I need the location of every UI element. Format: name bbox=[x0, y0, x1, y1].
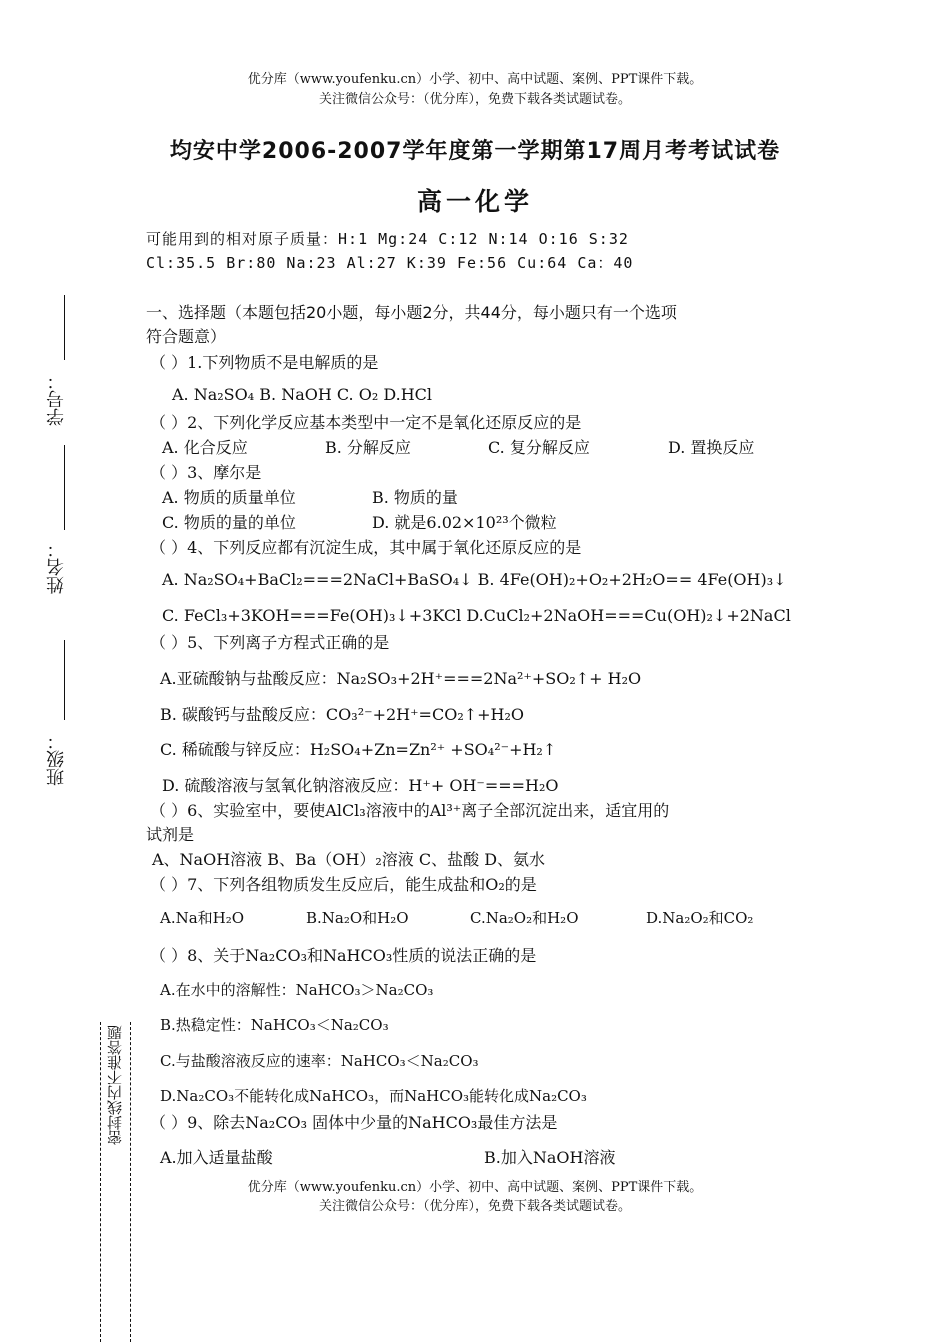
footer-line-1: 优分库（www.youfenku.cn）小学、初中、高中试题、案例、PPT课件下载。 bbox=[247, 1180, 703, 1195]
question-2-stem: （ ）2、下列化学反应基本类型中一定不是氧化还原反应的是 bbox=[150, 413, 582, 432]
xuehao-label: 学号： bbox=[46, 372, 67, 426]
question-2-option-a: A. 化合反应 bbox=[162, 438, 248, 457]
exam-subtitle: 高一化学 bbox=[416, 187, 533, 216]
question-3-option-d: D. 就是6.02×10²³个微粒 bbox=[372, 513, 557, 532]
xingming-line bbox=[64, 445, 65, 530]
question-5-option-d: D. 硫酸溶液与氢氧化钠溶液反应：H⁺+ OH⁻===H₂O bbox=[162, 776, 559, 795]
atomic-masses-line-2: Cl:35.5 Br:80 Na:23 Al:27 K:39 Fe:56 Cu:64 Ca：40 bbox=[146, 254, 634, 272]
question-5-stem: （ ）5、下列离子方程式正确的是 bbox=[150, 633, 390, 652]
xingming-label: 姓名： bbox=[46, 540, 67, 594]
header-line-1: 优分库（www.youfenku.cn）小学、初中、高中试题、案例、PPT课件下载。 bbox=[247, 72, 703, 87]
question-2-option-d: D. 置换反应 bbox=[668, 438, 755, 457]
question-4-options-ab: A. Na₂SO₄+BaCl₂===2NaCl+BaSO₄↓ B. 4Fe(OH)₂+O₂+2H₂O== 4Fe(OH)₃↓ bbox=[162, 570, 787, 589]
question-1-options: A. Na₂SO₄ B. NaOH C. O₂ D.HCl bbox=[172, 385, 432, 404]
question-2-option-b: B. 分解反应 bbox=[325, 438, 411, 457]
question-8-option-d: D.Na₂CO₃不能转化成NaHCO₃，而NaHCO₃能转化成Na₂CO₃ bbox=[160, 1087, 587, 1105]
section-heading-line-2: 符合题意） bbox=[146, 327, 227, 346]
question-6-stem-line-2: 试剂是 bbox=[146, 825, 195, 844]
question-9-stem: （ ）9、除去Na₂CO₃ 固体中少量的NaHCO₃最佳方法是 bbox=[150, 1113, 558, 1132]
question-7-stem: （ ）7、下列各组物质发生反应后，能生成盐和O₂的是 bbox=[150, 875, 537, 894]
xuehao-line bbox=[64, 295, 65, 360]
question-3-option-a: A. 物质的质量单位 bbox=[162, 488, 296, 507]
question-8-stem: （ ）8、关于Na₂CO₃和NaHCO₃性质的说法正确的是 bbox=[150, 946, 537, 965]
question-7-option-a: A.Na和H₂O bbox=[160, 909, 245, 927]
question-5-option-b: B. 碳酸钙与盐酸反应：CO₃²⁻+2H⁺=CO₂↑+H₂O bbox=[160, 705, 525, 724]
question-2-option-c: C. 复分解反应 bbox=[488, 438, 590, 457]
question-5-option-c: C. 稀硫酸与锌反应：H₂SO₄+Zn=Zn²⁺ +SO₄²⁻+H₂↑ bbox=[160, 740, 557, 759]
question-7-option-b: B.Na₂O和H₂O bbox=[306, 909, 409, 927]
exam-title: 均安中学2006-2007学年度第一学期第17周月考考试试卷 bbox=[169, 139, 781, 164]
question-6-options: A、NaOH溶液 B、Ba（OH）₂溶液 C、盐酸 D、氨水 bbox=[152, 850, 546, 869]
banji-line bbox=[64, 640, 65, 720]
question-4-options-cd: C. FeCl₃+3KOH===Fe(OH)₃↓+3KCl D.CuCl₂+2NaOH===Cu(OH)₂↓+2NaCl bbox=[162, 606, 791, 625]
question-8-option-c: C.与盐酸溶液反应的速率：NaHCO₃＜Na₂CO₃ bbox=[160, 1052, 479, 1070]
question-7-option-d: D.Na₂O₂和CO₂ bbox=[646, 909, 754, 927]
question-8-option-b: B.热稳定性：NaHCO₃＜Na₂CO₃ bbox=[160, 1016, 389, 1034]
question-6-stem-line-1: （ ）6、实验室中，要使AlCl₃溶液中的Al³⁺离子全部沉淀出来，适宜用的 bbox=[150, 801, 670, 820]
footer-line-2: 关注微信公众号：（优分库），免费下载各类试题试卷。 bbox=[318, 1199, 631, 1214]
question-7-option-c: C.Na₂O₂和H₂O bbox=[470, 909, 579, 927]
question-9-option-b: B.加入NaOH溶液 bbox=[484, 1148, 616, 1167]
question-5-option-a: A.亚硫酸钠与盐酸反应：Na₂SO₃+2H⁺===2Na²⁺+SO₂↑+ H₂O bbox=[160, 669, 642, 688]
question-1-stem: （ ）1.下列物质不是电解质的是 bbox=[150, 353, 379, 372]
question-3-stem: （ ）3、摩尔是 bbox=[150, 463, 262, 482]
section-heading-line-1: 一、选择题（本题包括20小题，每小题2分，共44分，每小题只有一个选项 bbox=[146, 303, 677, 322]
question-9-option-a: A.加入适量盐酸 bbox=[160, 1148, 273, 1167]
banji-label: 班级： bbox=[46, 732, 67, 786]
atomic-masses-line-1: 可能用到的相对原子质量：H:1 Mg:24 C:12 N:14 O:16 S:32 bbox=[146, 230, 629, 248]
question-4-stem: （ ）4、下列反应都有沉淀生成，其中属于氧化还原反应的是 bbox=[150, 538, 582, 557]
header-line-2: 关注微信公众号：（优分库），免费下载各类试题试卷。 bbox=[318, 92, 631, 107]
question-3-option-b: B. 物质的量 bbox=[372, 488, 458, 507]
question-3-option-c: C. 物质的量的单位 bbox=[162, 513, 296, 532]
question-8-option-a: A.在水中的溶解性：NaHCO₃＞Na₂CO₃ bbox=[160, 981, 434, 999]
seal-warning-text: 密封线内不准答题 bbox=[106, 1025, 124, 1145]
